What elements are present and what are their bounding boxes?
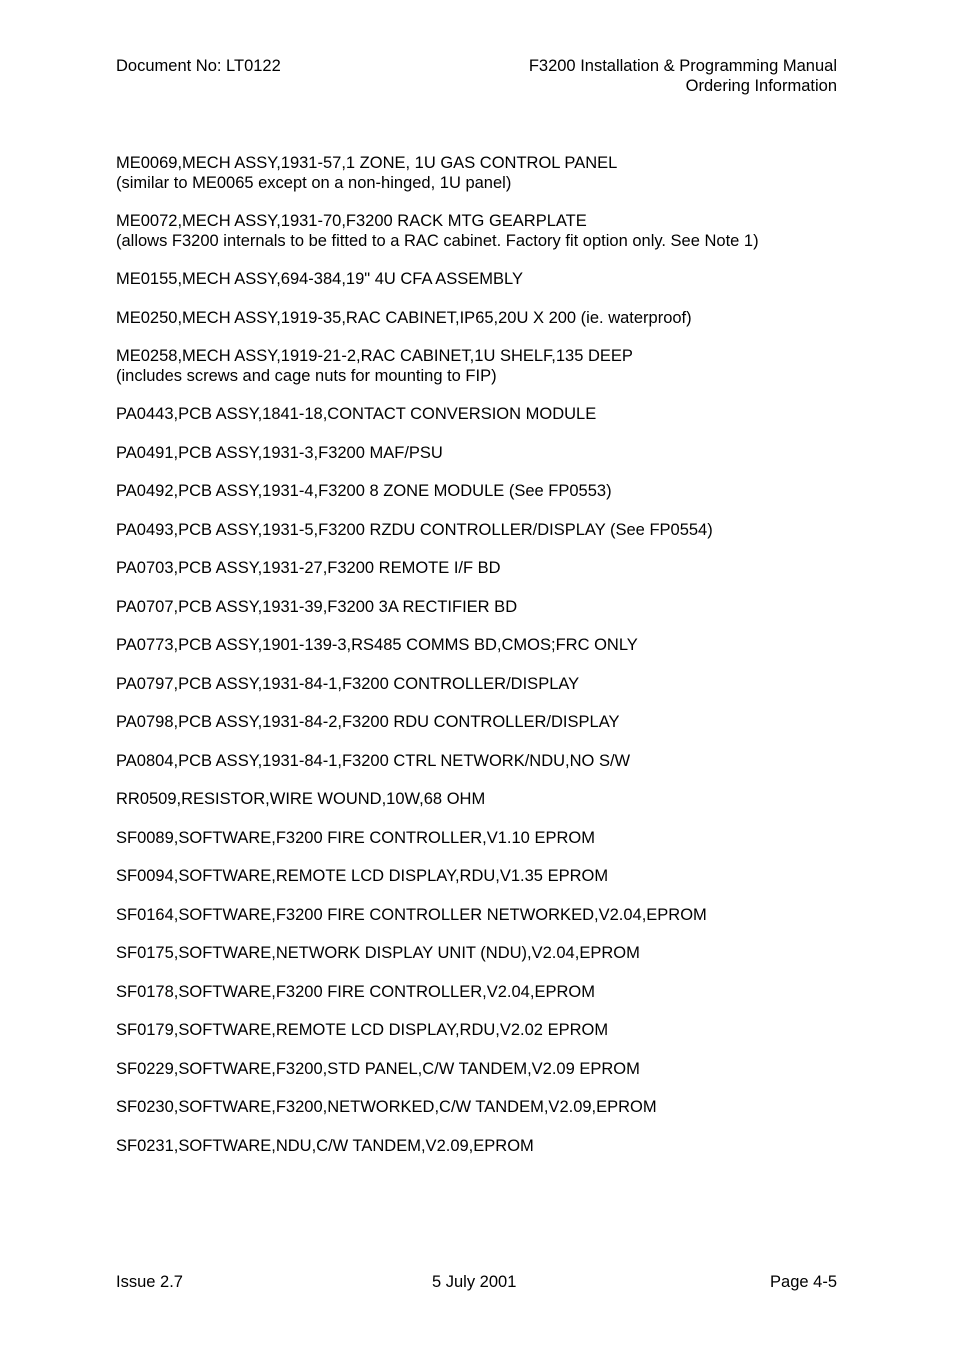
part-code: SF0178,SOFTWARE,F3200 FIRE CONTROLLER,V2.04,EPROM — [116, 982, 595, 1001]
page-number: Page 4-5 — [770, 1273, 837, 1291]
list-item — [116, 906, 876, 926]
part-code: RR0509,RESISTOR,WIRE WOUND,10W,68 OHM — [116, 790, 486, 808]
section-title: Ordering Information — [685, 76, 837, 95]
part-code: ME0069,MECH ASSY,1931-57,1 ZONE, 1U GAS CONTROL PANEL — [116, 154, 618, 172]
part-code: SF0229,SOFTWARE,F3200,STD PANEL,C/W TANDEM,V2.09 EPROM — [116, 1059, 640, 1078]
manual-title: F3200 Installation & Programming Manual — [528, 57, 837, 75]
part-note: (includes screws and cage nuts for mounting to FIP) — [116, 366, 497, 385]
list-item — [116, 867, 876, 887]
part-code: PA0493,PCB ASSY,1931-5,F3200 RZDU CONTROLLER/DISPLAY (See FP0554) — [116, 520, 713, 539]
list-item — [116, 444, 876, 464]
part-code: SF0231,SOFTWARE,NDU,C/W TANDEM,V2.09,EPROM — [116, 1136, 534, 1155]
list-item — [116, 405, 876, 425]
list-item — [116, 482, 876, 502]
list-item — [116, 713, 876, 733]
part-code: SF0230,SOFTWARE,F3200,NETWORKED,C/W TANDEM,V2.09,EPROM — [116, 1098, 657, 1116]
list-item — [116, 1021, 876, 1041]
part-code: PA0804,PCB ASSY,1931-84-1,F3200 CTRL NETWORK/NDU,NO S/W — [116, 751, 631, 770]
list-item — [116, 521, 876, 541]
list-item — [116, 636, 876, 656]
ordering-list — [116, 154, 876, 1175]
list-item — [116, 752, 876, 772]
list-item — [116, 559, 876, 579]
part-code: PA0492,PCB ASSY,1931-4,F3200 8 ZONE MODULE (See FP0553) — [116, 482, 612, 500]
list-item — [116, 983, 876, 1003]
list-item — [116, 1098, 876, 1118]
page-header-right — [529, 57, 837, 96]
list-item — [116, 270, 876, 290]
part-code: ME0258,MECH ASSY,1919-21-2,RAC CABINET,1U SHELF,135 DEEP — [116, 347, 633, 365]
part-note: (allows F3200 internals to be fitted to a RAC cabinet. Factory fit option only. See Note 1) — [116, 231, 759, 250]
part-code: SF0089,SOFTWARE,F3200 FIRE CONTROLLER,V1.10 EPROM — [116, 828, 595, 847]
part-code: PA0443,PCB ASSY,1841-18,CONTACT CONVERSION MODULE — [116, 405, 597, 423]
part-code: PA0707,PCB ASSY,1931-39,F3200 3A RECTIFIER BD — [116, 597, 518, 616]
part-code: SF0164,SOFTWARE,F3200 FIRE CONTROLLER NETWORKED,V2.04,EPROM — [116, 905, 707, 924]
part-code: SF0175,SOFTWARE,NETWORK DISPLAY UNIT (NDU),V2.04,EPROM — [116, 944, 640, 962]
part-code: PA0491,PCB ASSY,1931-3,F3200 MAF/PSU — [116, 443, 443, 462]
part-code: PA0798,PCB ASSY,1931-84-2,F3200 RDU CONTROLLER/DISPLAY — [116, 713, 620, 731]
part-code: SF0094,SOFTWARE,REMOTE LCD DISPLAY,RDU,V1.35 EPROM — [116, 867, 609, 885]
list-item — [116, 790, 876, 810]
part-code: SF0179,SOFTWARE,REMOTE LCD DISPLAY,RDU,V2.02 EPROM — [116, 1021, 609, 1039]
list-item — [116, 212, 876, 251]
list-item — [116, 598, 876, 618]
issue-number: Issue 2.7 — [116, 1273, 183, 1291]
list-item — [116, 309, 876, 329]
document-number: Document No: LT0122 — [116, 57, 281, 75]
part-code: ME0072,MECH ASSY,1931-70,F3200 RACK MTG GEARPLATE — [116, 212, 587, 230]
list-item — [116, 829, 876, 849]
list-item — [116, 675, 876, 695]
part-note: (similar to ME0065 except on a non-hinged, 1U panel) — [116, 173, 512, 192]
issue-date: 5 July 2001 — [432, 1273, 517, 1291]
list-item — [116, 1137, 876, 1157]
part-code: PA0703,PCB ASSY,1931-27,F3200 REMOTE I/F BD — [116, 559, 501, 577]
list-item — [116, 944, 876, 964]
part-code: PA0773,PCB ASSY,1901-139-3,RS485 COMMS BD,CMOS;FRC ONLY — [116, 636, 638, 654]
part-code: PA0797,PCB ASSY,1931-84-1,F3200 CONTROLLER/DISPLAY — [116, 674, 580, 693]
part-code: ME0250,MECH ASSY,1919-35,RAC CABINET,IP65,20U X 200 (ie. waterproof) — [116, 308, 692, 327]
list-item — [116, 154, 876, 193]
part-code: ME0155,MECH ASSY,694-384,19" 4U CFA ASSEMBLY — [116, 270, 523, 288]
list-item — [116, 347, 876, 386]
list-item — [116, 1060, 876, 1080]
